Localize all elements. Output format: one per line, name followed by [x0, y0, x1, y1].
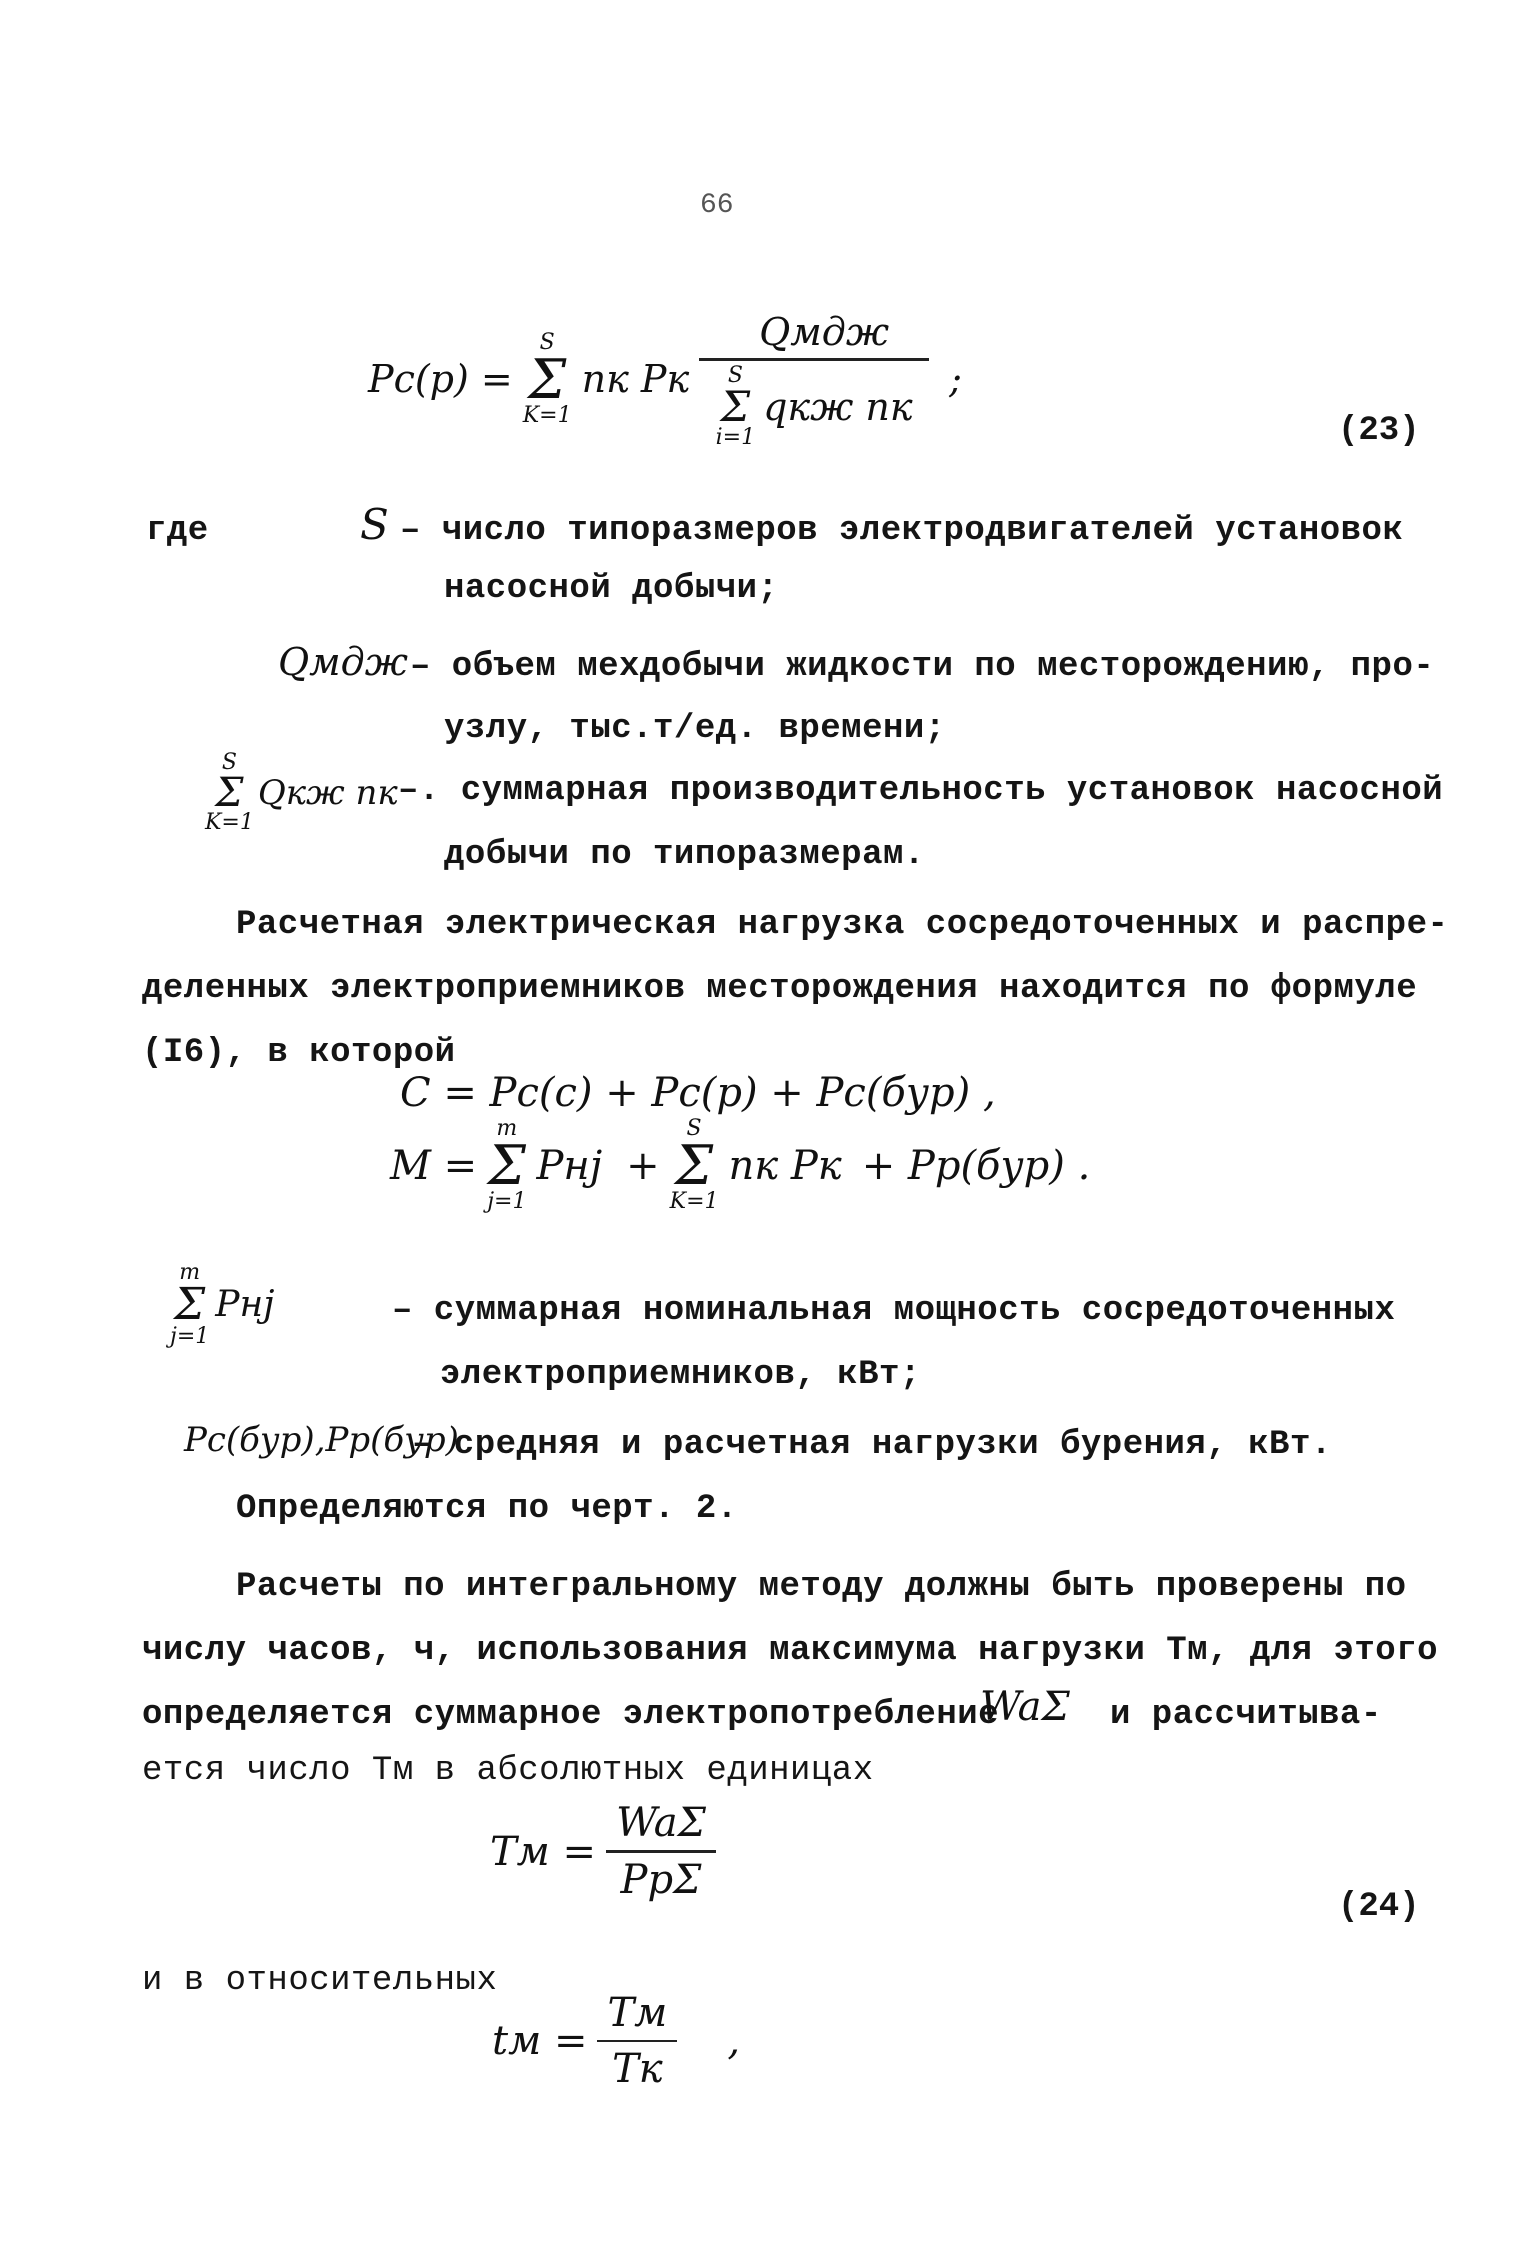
def-symbol-pbur: Pc(бур),Pp(бур): [184, 1420, 459, 1460]
def-line-3b: добычи по типоразмерам.: [444, 836, 925, 874]
def-symbol-sum-pnj: [170, 1262, 274, 1348]
sigma-symbol: Σ: [528, 347, 567, 411]
formula-23-numerator: Qмдж: [699, 310, 929, 361]
determined-text: Определяются по черт. 2.: [236, 1490, 738, 1528]
paragraph-2-line-2: числу часов, ч, использования максимума нагрузки Tм, для этого: [142, 1632, 1439, 1670]
paragraph-1-line-2: деленных электроприемников месторождения находится по формуле: [142, 970, 1418, 1008]
formula-23-sum-top: S: [539, 329, 555, 355]
def-symbol-s: S: [360, 500, 389, 549]
sigma-symbol: Σ: [174, 1279, 206, 1330]
formula-23: [368, 310, 962, 449]
formula-m-lhs: M =: [390, 1142, 478, 1189]
formula-tm-tail: ,: [727, 2018, 741, 2064]
sigma-symbol: Σ: [215, 770, 244, 816]
formula-23-tail: ;: [949, 357, 962, 402]
paragraph-2-line-4: ется число Tм в абсолютных единицах: [142, 1752, 874, 1790]
formula-23-den-sum: [716, 365, 755, 449]
def-line-4b: электроприемников, кВт;: [440, 1356, 921, 1394]
formula-m-sum-2-top: S: [686, 1116, 702, 1141]
def-4-sum: [170, 1262, 209, 1348]
formula-23-fraction: [699, 310, 929, 449]
def-symbol-qmdzh: Qмдж: [278, 640, 408, 684]
formula-m-sum-1-top: m: [496, 1116, 518, 1141]
where-label: где: [146, 512, 209, 550]
formula-24-fraction: [606, 1800, 716, 1903]
formula-m-tail: + Pp(бур) .: [861, 1142, 1091, 1189]
def-line-1b: насосной добычи;: [444, 570, 779, 608]
def-line-2b: узлу, тыс.т/ед. времени;: [444, 710, 946, 748]
formula-m-plus: +: [626, 1142, 660, 1189]
formula-tm-numerator: Tм: [597, 1990, 677, 2042]
paragraph-2-symbol: WaΣ: [980, 1684, 1070, 1730]
def-line-2a: – объем мехдобычи жидкости по месторождению, про-: [410, 648, 1435, 686]
formula-23-lhs: Pc(p) =: [368, 357, 513, 402]
paragraph-1-line-3: (I6), в которой: [142, 1034, 456, 1072]
sigma-symbol: Σ: [720, 382, 751, 431]
paragraph-2-line-3: определяется суммарное электропотребление: [142, 1696, 1000, 1734]
equation-number-23: (23): [1338, 412, 1420, 450]
formula-24: [490, 1800, 716, 1903]
def-line-4a: – суммарная номинальная мощность сосредоточенных: [392, 1292, 1396, 1330]
formula-tm-denominator: Tк: [612, 2046, 663, 2092]
formula-23-term: nк Pк: [581, 357, 690, 402]
formula-23-den-term: qкж nк: [763, 384, 913, 429]
formula-23-denominator: [706, 361, 923, 449]
formula-23-sum-bottom: K=1: [522, 403, 572, 429]
def-symbol-sum-q: [205, 752, 398, 834]
formula-23-den-sum-bottom: i=1: [715, 424, 756, 450]
formula-23-den-sum-top: S: [727, 363, 743, 388]
def-line-3a: –. суммарная производительность установок насосной: [398, 772, 1444, 810]
formula-m-sum-1: [487, 1118, 526, 1213]
sigma-symbol: Σ: [674, 1134, 714, 1197]
formula-24-numerator: WaΣ: [606, 1800, 716, 1853]
formula-m-sum-2-bottom: K=1: [669, 1189, 719, 1215]
page-number: 66: [700, 190, 734, 221]
formula-c: C = Pc(c) + Pc(p) + Pc(бур) ,: [400, 1070, 996, 1116]
formula-tm: [492, 1990, 740, 2092]
formula-23-sum: [522, 329, 572, 429]
def-line-5a: – средняя и расчетная нагрузки бурения, кВт.: [412, 1426, 1332, 1464]
def-4-sum-top: m: [179, 1260, 201, 1285]
equation-number-24: (24): [1338, 1888, 1420, 1926]
def-3-sum: [205, 752, 254, 834]
relative-text: и в относительных: [142, 1962, 498, 2000]
def-4-term: Pнj: [215, 1284, 275, 1326]
formula-m-term-2: nк Pк: [728, 1142, 842, 1189]
formula-tm-lhs: tм =: [492, 2018, 588, 2064]
formula-m-sum-1-bottom: j=1: [487, 1189, 527, 1215]
paragraph-1-line-1: Расчетная электрическая нагрузка сосредоточенных и распре-: [236, 906, 1449, 944]
def-3-term: Qкж nк: [257, 773, 398, 813]
formula-m: [390, 1118, 1090, 1213]
formula-m-sum-2: [670, 1118, 719, 1213]
formula-24-denominator: PpΣ: [620, 1857, 702, 1903]
formula-m-term-1: Pнj: [536, 1142, 603, 1189]
def-3-sum-top: S: [221, 750, 237, 775]
paragraph-2-line-1: Расчеты по интегральному методу должны быть проверены по: [236, 1568, 1407, 1606]
def-4-sum-bottom: j=1: [170, 1323, 210, 1349]
def-3-sum-bottom: K=1: [205, 810, 254, 835]
sigma-symbol: Σ: [487, 1134, 526, 1197]
paragraph-2-line-3-end: и рассчитыва-: [1110, 1696, 1382, 1734]
formula-tm-fraction: [597, 1990, 677, 2092]
def-line-1a: – число типоразмеров электродвигателей установок: [400, 512, 1404, 550]
formula-24-lhs: Tм =: [490, 1828, 597, 1875]
